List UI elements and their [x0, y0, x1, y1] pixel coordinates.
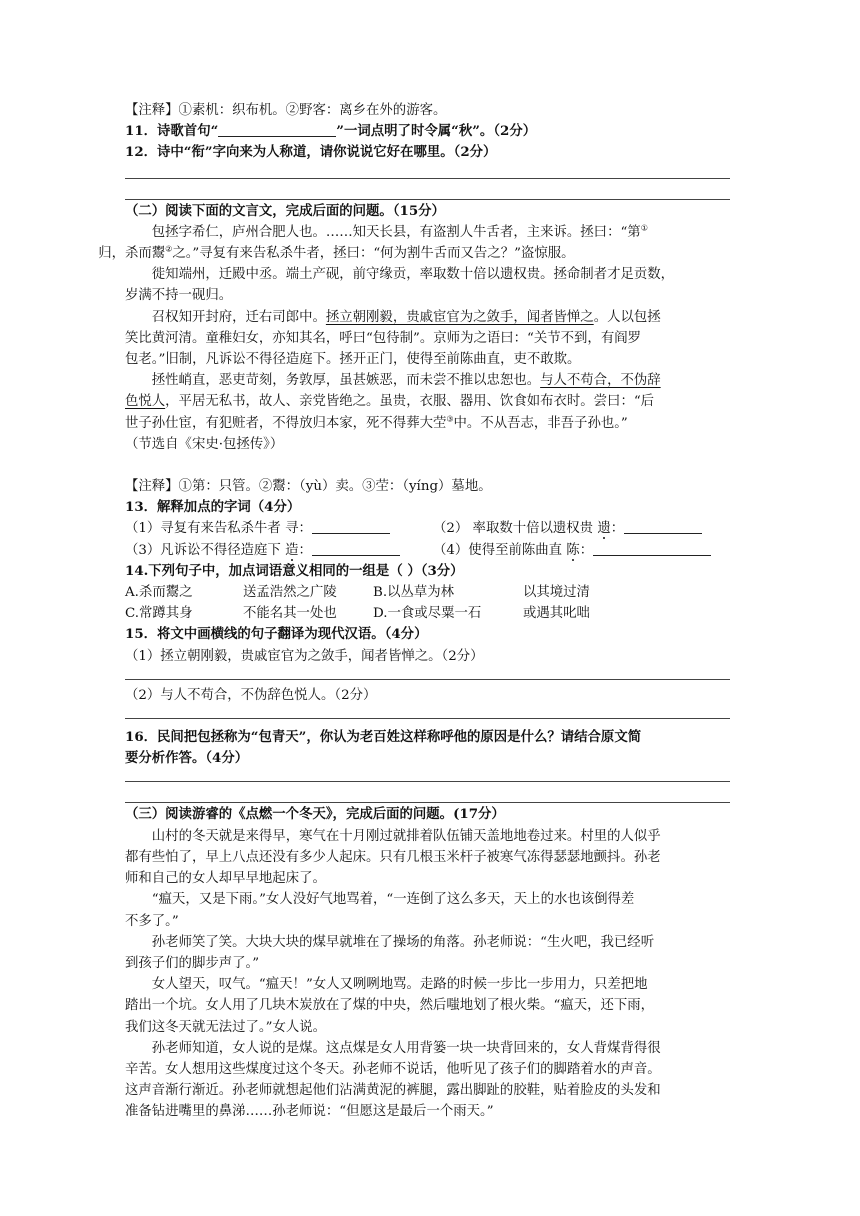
answer-blank[interactable]	[624, 519, 702, 534]
answer-line[interactable]	[125, 679, 730, 680]
answer-blank[interactable]	[218, 122, 336, 137]
q13-row-2: （3）凡诉讼不得径造庭下 造： （4）使得至前陈曲直 陈：	[125, 540, 730, 561]
story-text: 山村的冬天就是来得早，寒气在十月刚过就排着队伍铺天盖地地卷过来。村里的人似乎 都有些怕了，早上八点还没有多少人起床。只有几根玉米杆子被寒气冻得瑟瑟地颤抖。孙老 师和自己的女人却早早地起床了。 “瘟天，又是下雨。”女人没好气地骂着，“一连倒了这么多天，天上的水也该倒得差 不多了。” 孙老师笑了笑。大块大块的煤早就堆在了操场的角落。孙老师说：“生火吧，我已经听 到孩子们的脚步声了。” 女人望天，叹气。“瘟天！”女人又咧咧地骂。走路的时候一步比一步用力，只差把地 踏出一个坑。女人用了几块木炭放在了煤的中央，然后嗤地划了根火柴。“瘟天，还下雨， 我们这冬天就无法过了。”女人说。 孙老师知道，女人说的是煤。这点煤是女人用背篓一块一块背回来的，女人背煤背得很 辛苦。女人想用这些煤度过这个冬天。孙老师不说话，他听见了孩子们的脚踏着水的声音。 这声音渐行渐近。孙老师就想起他们沾满黄泥的裤腿，露出脚趾的胶鞋，贴着脸皮的头发和 准备钻进嘴里的鼻涕……孙老师说：“但愿这是最后一个雨天。”	[125, 828, 661, 1120]
q14-options-row-1: A.杀而鬻之 送孟浩然之广陵 B.以丛草为林 以其境过清	[125, 585, 590, 601]
note-2: 【注释】①第：只管。②鬻：（yù）卖。③茔：（yíng）墓地。	[125, 479, 492, 495]
answer-blank[interactable]	[312, 519, 390, 534]
section-divider	[125, 802, 730, 803]
answer-blank[interactable]	[593, 541, 711, 556]
answer-blank[interactable]	[312, 541, 400, 556]
q14-options-row-2: C.常蹲其身 不能名其一处也 D.一食或尽粟一石 或遇其叱咄	[125, 606, 590, 622]
question-13: 13．解释加点的字词（4分）	[125, 499, 301, 516]
source-citation: （节选自《宋史·包拯传》）	[125, 436, 284, 452]
note-1: 【注释】①素机：织布机。②野客：离乡在外的游客。	[125, 103, 447, 118]
question-15-2: （2）与人不苟合，不伪辞色悦人。（2分）	[125, 687, 377, 703]
question-15: 15．将文中画横线的句子翻译为现代汉语。（4分）	[125, 626, 428, 643]
question-15-1: （1）拯立朝刚毅，贵戚宦官为之敛手，闻者皆惮之。（2分）	[125, 648, 484, 664]
section-divider	[125, 199, 730, 200]
passage-paragraph-4: 拯性峭直，恶吏苛刻，务敦厚，虽甚嫉恶，而未尝不推以忠恕也。与人不苟合，不伪辞 色悦人，平居无私书，故人、亲党皆绝之。虽贵，衣服、器用、饮食如布衣时。尝曰：“后 世子孙仕宦，有犯赃者，不得放归本家，死不得葬大茔③中。不从吾志，非吾子孙也。” （节选自《宋史·包拯传》）	[125, 370, 730, 455]
question-14: 14.下列句子中，加点词语意义相同的一组是（ ）（3分）	[125, 562, 464, 579]
document-page	[98, 100, 730, 1123]
passage-paragraph-2: 徙知端州，迁殿中丞。端土产砚，前守缘贡，率取数十倍以遗权贵。拯命制者才足贡数， 岁满不持一砚归。	[125, 267, 675, 304]
section-3-title: （三）阅读游睿的《点燃一个冬天》，完成后面的问题。(17分）	[125, 806, 505, 823]
passage-paragraph-3: 召权知开封府，迁右司郎中。拯立朝刚毅，贵戚宦官为之敛手，闻者皆惮之。人以包拯 笑比黄河清。童稚妇女，亦知其名，呼曰“包待制”。京师为之语曰：“关节不到，有阎罗 包老。”旧制，凡诉讼不得径造庭下。拯开正门，使得至前陈曲直，吏不敢欺。	[125, 309, 661, 368]
passage-paragraph-1: 包拯字希仁，庐州合肥人也。……知天长县，有盗割人牛舌者，主来诉。拯曰：“第① 归，杀而鬻②之。”寻复有来告私杀牛者，拯曰：“何为割牛舌而又告之？”盗惊服。	[98, 223, 648, 262]
section-2-title: （二）阅读下面的文言文，完成后面的问题。（15分）	[125, 202, 445, 219]
question-11: 11．诗歌首句“ ”一词点明了时令属“秋”。（2分）	[125, 123, 537, 140]
question-16: 16．民间把包拯称为“包青天”，你认为老百姓这样称呼他的原因是什么？请结合原文简 要分析作答。（4分）	[125, 729, 642, 767]
q13-row-1: （1）寻复有来告私杀牛者 寻： （2） 率取数十倍以遗权贵 遗：	[125, 518, 730, 539]
question-12: 12．诗中“衔”字向来为人称道，请你说说它好在哪里。（2分）	[125, 144, 497, 161]
